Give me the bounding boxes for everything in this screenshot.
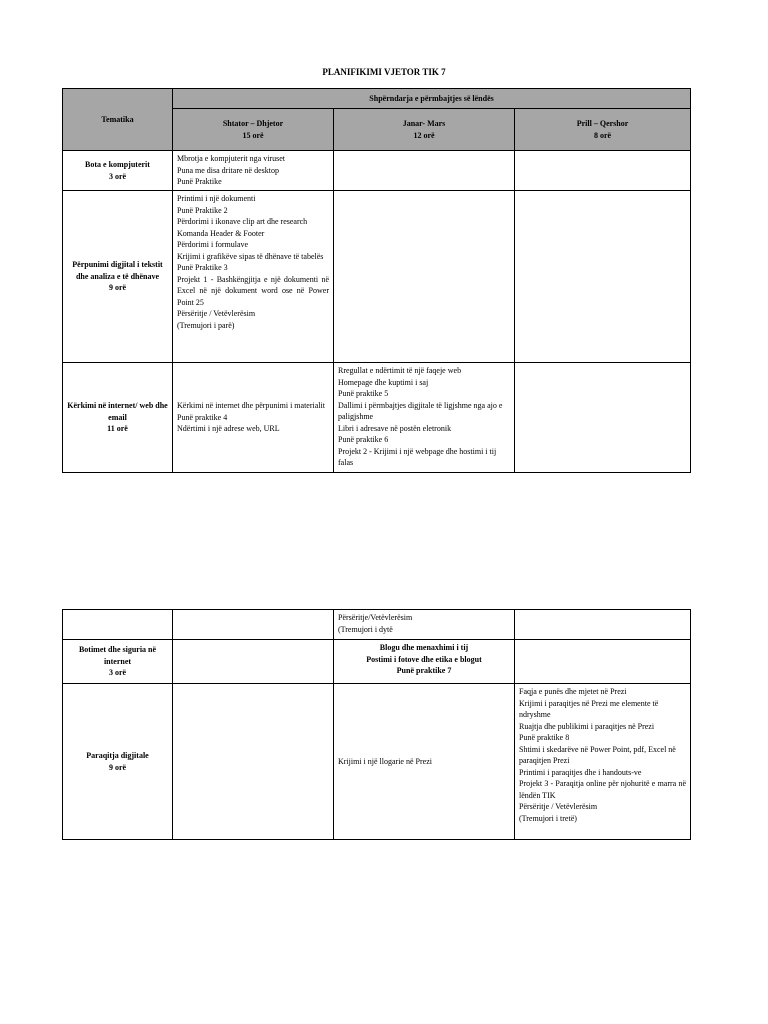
topic-cell: Botimet dhe siguria në internet 3 orë (63, 640, 173, 684)
table-row (63, 151, 691, 191)
content-cell (515, 363, 691, 473)
content-cell (173, 610, 334, 640)
topic-cell (63, 610, 173, 640)
topic-cell: Paraqitja digjitale 9 orë (63, 684, 173, 840)
content-cell: Krijimi i një llogarie në Prezi (334, 684, 515, 840)
period-header-3: Prill – Qershor 8 orë (515, 109, 691, 151)
content-cell (515, 151, 691, 191)
content-cell (334, 151, 515, 191)
content-cell (173, 640, 334, 684)
document-title: PLANIFIKIMI VJETOR TIK 7 (322, 67, 446, 77)
table-row (63, 684, 691, 840)
table-row (63, 191, 691, 363)
content-cell (515, 191, 691, 363)
annual-plan-table-continued (62, 609, 691, 840)
table-row (63, 610, 691, 640)
content-cell (173, 684, 334, 840)
content-cell: Printimi i një dokumenti Punë Praktike 2 Përdorimi i ikonave clip art dhe research Komanda Header & Footer Përdorimi i formulave Krijimi i grafikëve sipas të dhënave të tabelës Punë Praktike 3 Projekt 1 - Bashkëngjitja e një dokumenti në Excel në një dokument word ose në Power Point 25 Përsëritje / Vetëvlerësim (Tremujori i parë) (173, 191, 334, 363)
content-cell: Faqja e punës dhe mjetet në Prezi Krijimi i paraqitjes në Prezi me elemente të ndryshme Ruajtja dhe publikimi i paraqitjes në Prezi Punë praktike 8 Shtimi i skedarëve në Power Point, pdf, Excel në paraqitjen Prezi Printimi i paraqitjes dhe i handouts-ve Projekt 3 - Paraqitja online për njohuritë e marra në lëndën TIK Përsëritje / Vetëvlerësim (Tremujori i tretë) (515, 684, 691, 840)
content-cell: Përsëritje/Vetëvlerësim (Tremujori i dytë (334, 610, 515, 640)
period-header-2: Janar- Mars 12 orë (334, 109, 515, 151)
content-cell: Rregullat e ndërtimit të një faqeje web Homepage dhe kuptimi i saj Punë praktike 5 Dallimi i përmbajtjes digjitale të ligjshme nga ajo e paligjshme Libri i adresave në postën eletronik Punë praktike 6 Projekt 2 - Krijimi i një webpage dhe hostimi i tij falas (334, 363, 515, 473)
period-header-1: Shtator – Dhjetor 15 orë (173, 109, 334, 151)
topic-cell: Kërkimi në internet/ web dhe email 11 orë (63, 363, 173, 473)
content-cell (334, 191, 515, 363)
content-cell: Kërkimi në internet dhe përpunimi i materialit Punë praktike 4 Ndërtimi i një adrese web, URL (173, 363, 334, 473)
distribution-header: Shpërndarja e përmbajtjes së lëndës (173, 89, 691, 109)
table-row (63, 363, 691, 473)
annual-plan-table (62, 88, 691, 473)
content-cell (515, 610, 691, 640)
table-row (63, 640, 691, 684)
topic-column-header: Tematika (63, 89, 173, 151)
content-cell (515, 640, 691, 684)
topic-cell: Përpunimi digjital i tekstit dhe analiza e të dhënave 9 orë (63, 191, 173, 363)
content-cell: Blogu dhe menaxhimi i tij Postimi i fotove dhe etika e blogut Punë praktike 7 (334, 640, 515, 684)
content-cell: Mbrotja e kompjuterit nga viruset Puna me disa dritare në desktop Punë Praktike (173, 151, 334, 191)
topic-cell: Bota e kompjuterit 3 orë (63, 151, 173, 191)
